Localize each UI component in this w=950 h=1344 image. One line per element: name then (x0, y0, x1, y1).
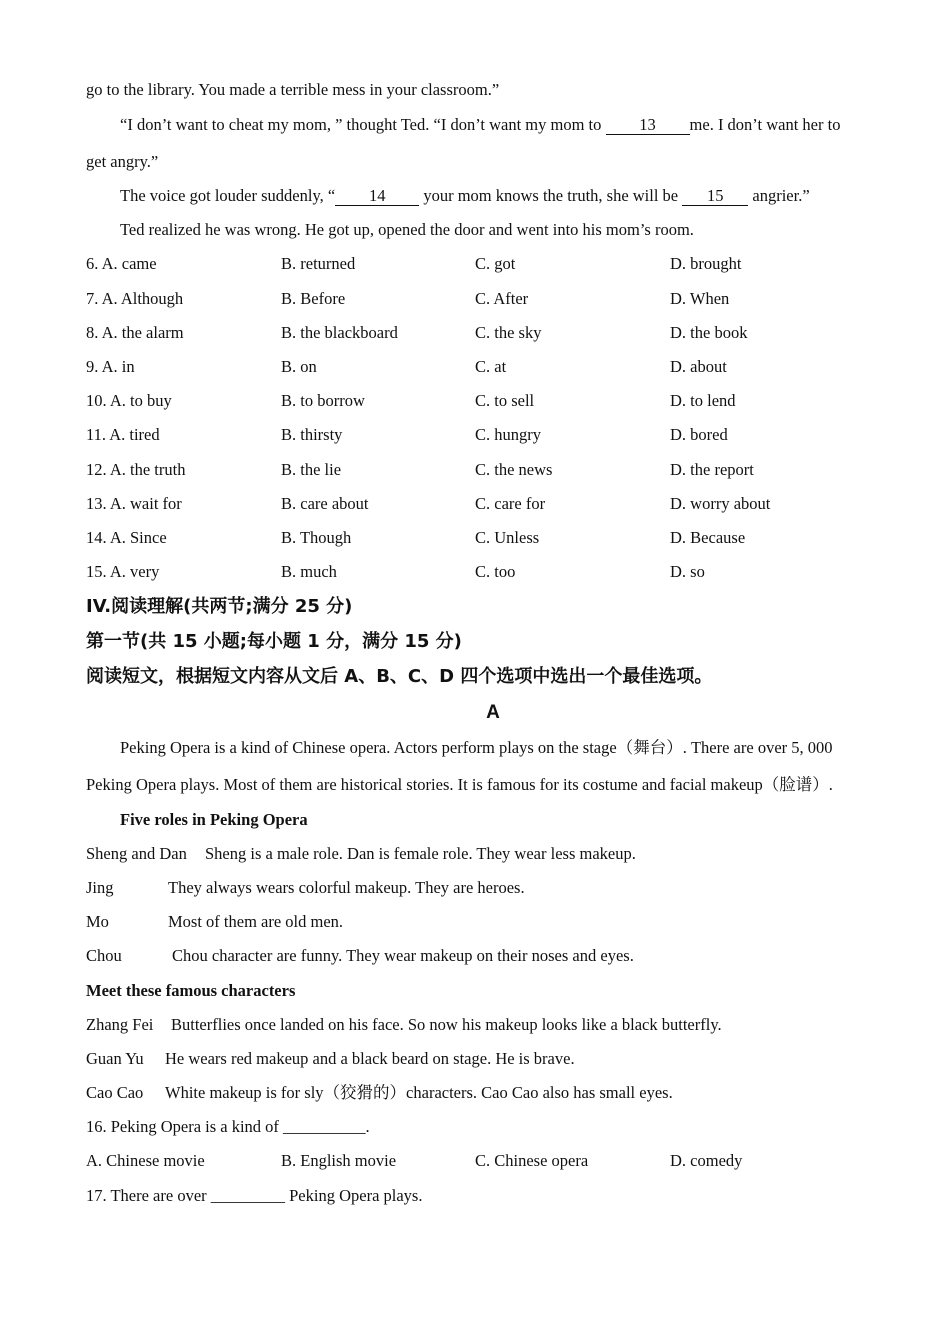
option-d: D. the report (670, 460, 754, 479)
option-b: B. the lie (281, 460, 342, 479)
character-desc: White makeup is for sly（狡猾的）characters. Cao Cao also has small eyes. (165, 1083, 673, 1102)
reading-intro-1: Peking Opera is a kind of Chinese opera. Actors perform plays on the stage（舞台）. There are over 5, 000 (120, 738, 833, 757)
option-c: C. the news (475, 460, 553, 479)
role-desc: Sheng is a male role. Dan is female role. They wear less makeup. (205, 844, 636, 863)
option-row-13 (86, 494, 866, 514)
option-a: 9. A. in (86, 357, 135, 376)
character-name: Cao Cao (86, 1083, 144, 1102)
option-b: B. on (281, 357, 317, 376)
option-a: 7. A. Although (86, 289, 184, 308)
option-c: C. hungry (475, 425, 541, 444)
option-d: D. worry about (670, 494, 771, 513)
option-c: C. Unless (475, 528, 540, 547)
role-row (86, 878, 525, 898)
characters-title: Meet these famous characters (86, 981, 296, 1000)
option-a: 8. A. the alarm (86, 323, 184, 342)
blank-15: 15 (682, 187, 748, 206)
option-row-11 (86, 425, 866, 445)
option-b: B. thirsty (281, 425, 343, 444)
blank-13: 13 (606, 116, 690, 135)
passage-line-2: “I don’t want to cheat my mom, ” thought Ted. “I don’t want my mom to 13 me. I don’t want her to (120, 115, 841, 134)
option-b: B. returned (281, 254, 356, 273)
option-b: B. Before (281, 289, 346, 308)
question-17: 17. There are over _________ Peking Opera plays. (86, 1186, 423, 1205)
option-row-12 (86, 460, 866, 480)
passage-line-3: get angry.” (86, 152, 159, 171)
option-c: C. to sell (475, 391, 535, 410)
option-c: C. too (475, 562, 516, 581)
option-c: C. got (475, 254, 516, 273)
option-c: C. at (475, 357, 507, 376)
character-name: Guan Yu (86, 1049, 144, 1068)
option-row-8 (86, 323, 866, 343)
role-row (86, 844, 636, 864)
option-row-15 (86, 562, 866, 582)
question-16: 16. Peking Opera is a kind of __________. (86, 1117, 370, 1136)
section-instruction: 阅读短文，根据短文内容从文后 A、B、C、D 四个选项中选出一个最佳选项。 (86, 666, 713, 687)
option-b: B. care about (281, 494, 369, 513)
option-d: D. Because (670, 528, 746, 547)
role-desc: They always wears colorful makeup. They are heroes. (168, 878, 525, 897)
option-a: 15. A. very (86, 562, 160, 581)
option-row-14 (86, 528, 866, 548)
character-row (86, 1015, 722, 1035)
option-a: 10. A. to buy (86, 391, 172, 410)
role-name: Jing (86, 878, 114, 897)
option-row-9 (86, 357, 866, 377)
blank-14: 14 (335, 187, 419, 206)
option-a: 13. A. wait for (86, 494, 182, 513)
option-b: B. the blackboard (281, 323, 398, 342)
character-desc: He wears red makeup and a black beard on stage. He is brave. (165, 1049, 575, 1068)
passage-label: A (486, 702, 500, 723)
passage-line-1: go to the library. You made a terrible mess in your classroom.” (86, 80, 500, 99)
character-row (86, 1083, 673, 1103)
option-row-6 (86, 254, 866, 274)
role-desc: Most of them are old men. (168, 912, 344, 931)
role-row (86, 912, 343, 932)
option-d: D. about (670, 357, 727, 376)
option-b: B. English movie (281, 1151, 397, 1170)
question-16-options (86, 1151, 866, 1171)
option-d: D. so (670, 562, 705, 581)
section-part1-title: 第一节(共 15 小题;每小题 1 分，满分 15 分) (86, 631, 462, 652)
passage-line-4: The voice got louder suddenly, “ 14 your mom knows the truth, she will be 15 angrier.” (120, 186, 810, 205)
role-desc: Chou character are funny. They wear makeup on their noses and eyes. (172, 946, 634, 965)
role-name: Mo (86, 912, 109, 931)
option-c: C. After (475, 289, 529, 308)
option-a: 14. A. Since (86, 528, 167, 547)
section-title: IV.阅读理解(共两节;满分 25 分) (86, 596, 353, 617)
passage-line-5: Ted realized he was wrong. He got up, opened the door and went into his mom’s room. (120, 220, 694, 239)
role-name: Sheng and Dan (86, 844, 187, 863)
option-c: C. the sky (475, 323, 542, 342)
option-a: 11. A. tired (86, 425, 160, 444)
option-d: D. to lend (670, 391, 736, 410)
option-d: D. the book (670, 323, 748, 342)
reading-intro-2: Peking Opera plays. Most of them are historical stories. It is famous for its costume and facial makeup（脸谱）. (86, 775, 833, 794)
character-row (86, 1049, 575, 1069)
option-b: B. much (281, 562, 337, 581)
option-c: C. care for (475, 494, 546, 513)
option-row-7 (86, 289, 866, 309)
character-name: Zhang Fei (86, 1015, 154, 1034)
option-d: D. comedy (670, 1151, 743, 1170)
option-b: B. Though (281, 528, 352, 547)
option-d: D. When (670, 289, 730, 308)
option-a: A. Chinese movie (86, 1151, 205, 1170)
option-row-10 (86, 391, 866, 411)
roles-title: Five roles in Peking Opera (120, 810, 308, 829)
option-a: 12. A. the truth (86, 460, 186, 479)
role-name: Chou (86, 946, 122, 965)
option-c: C. Chinese opera (475, 1151, 589, 1170)
option-d: D. brought (670, 254, 742, 273)
character-desc: Butterflies once landed on his face. So now his makeup looks like a black butterfly. (171, 1015, 722, 1034)
role-row (86, 946, 634, 966)
option-d: D. bored (670, 425, 728, 444)
option-b: B. to borrow (281, 391, 365, 410)
option-a: 6. A. came (86, 254, 157, 273)
